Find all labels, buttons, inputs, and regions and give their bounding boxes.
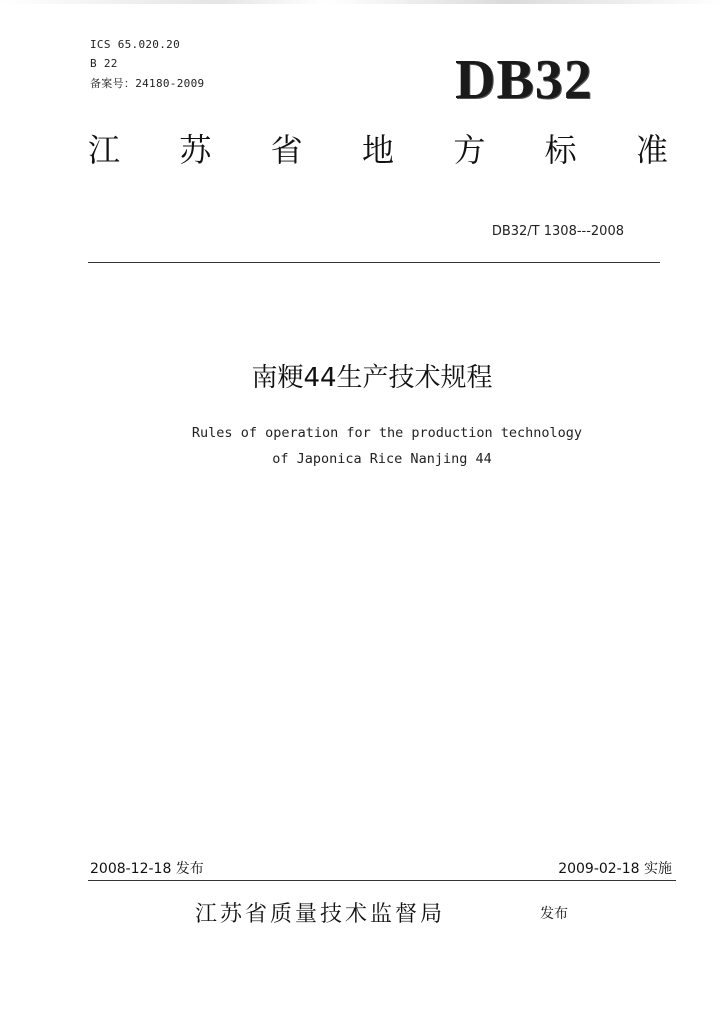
implementation-date: 2009-02-18 实施 xyxy=(558,861,672,877)
title-char: 标 xyxy=(544,131,577,169)
issue-date: 2008-12-18 发布 xyxy=(90,861,204,877)
ics-code: ICS 65.020.20 xyxy=(90,38,180,51)
scan-top-edge xyxy=(0,0,724,4)
footer-divider xyxy=(88,880,676,881)
title-char: 江 xyxy=(88,131,121,169)
classification-code: B 22 xyxy=(90,57,118,70)
english-title-line-2: of Japonica Rice Nanjing 44 xyxy=(272,451,492,467)
title-char: 苏 xyxy=(179,131,212,169)
issuer-suffix: 发布 xyxy=(540,906,568,922)
title-char: 准 xyxy=(635,131,668,169)
issuing-authority: 江苏省质量技术监督局 xyxy=(195,902,446,927)
header-divider xyxy=(88,262,660,263)
record-number: 备案号：24180-2009 xyxy=(90,77,205,90)
db32-logo: DB32 xyxy=(455,49,593,111)
standard-number: DB32/T 1308---2008 xyxy=(491,224,624,239)
standard-category-title xyxy=(88,130,668,170)
title-char: 省 xyxy=(270,131,303,169)
english-title-line-1: Rules of operation for the production technology xyxy=(191,425,583,441)
title-char: 方 xyxy=(453,131,486,169)
title-char: 地 xyxy=(361,131,394,169)
chinese-title: 南粳44生产技术规程 xyxy=(251,363,493,393)
